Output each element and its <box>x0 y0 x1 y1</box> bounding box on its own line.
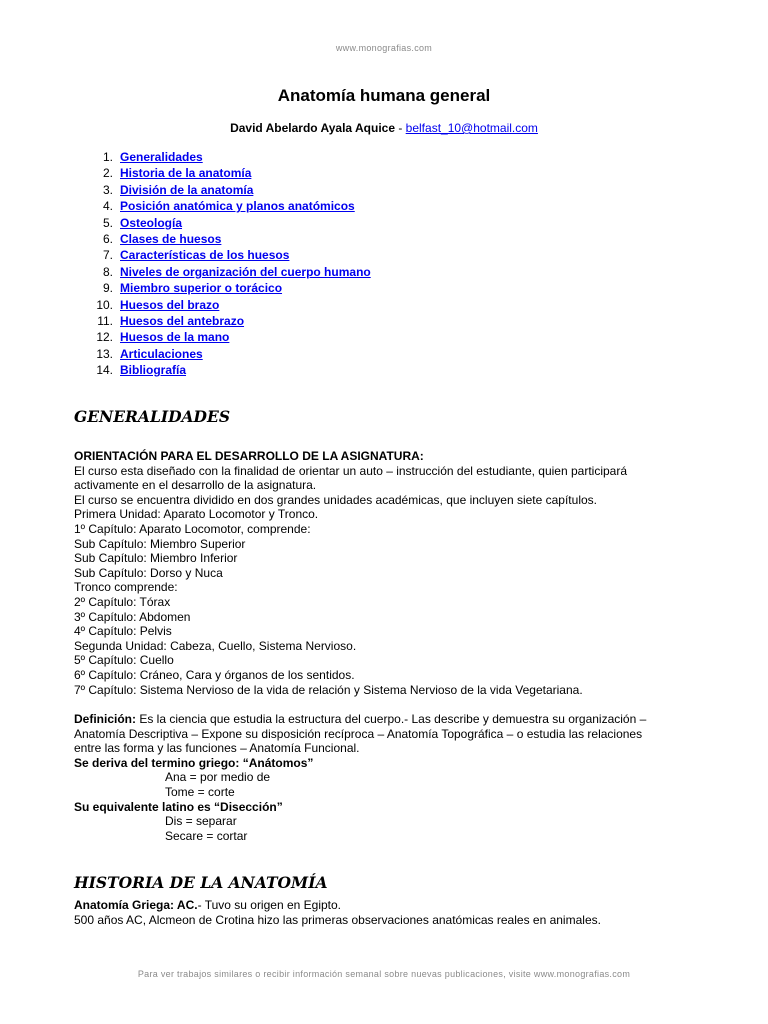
body-line: Segunda Unidad: Cabeza, Cuello, Sistema Nervioso. <box>74 638 357 653</box>
toc-number: 6. <box>102 231 113 246</box>
toc-number: 4. <box>102 199 113 214</box>
definicion-block <box>74 712 714 843</box>
toc-link-posicion[interactable]: Posición anatómica y planos anatómicos <box>120 199 355 214</box>
toc-number: 3. <box>102 182 113 197</box>
toc-number: 1. <box>102 150 113 164</box>
toc-number: 13. <box>96 346 113 361</box>
body-line: Sub Capítulo: Dorso y Nuca <box>74 565 223 580</box>
toc-number: 11. <box>97 313 113 328</box>
definition-text: Es la ciencia que estudia la estructura del cuerpo.- Las describe y demuestra su organización – <box>136 712 647 726</box>
toc-item <box>90 247 371 263</box>
body-line: Primera Unidad: Aparato Locomotor y Tronco. <box>74 507 319 522</box>
historia-body <box>74 898 714 927</box>
body-line: 6º Capítulo: Cráneo, Cara y órganos de los sentidos. <box>74 667 355 682</box>
toc-number: 8. <box>102 264 113 279</box>
toc-number: 7. <box>102 248 113 263</box>
latin-item: Dis = separar <box>165 814 237 829</box>
toc-link-division[interactable]: División de la anatomía <box>120 182 254 197</box>
anatomia-griega-label: Anatomía Griega: AC. <box>74 898 198 912</box>
toc-link-generalidades[interactable]: Generalidades <box>120 150 203 164</box>
toc-number: 9. <box>102 281 113 296</box>
body-line: Tronco comprende: <box>74 580 178 595</box>
body-line: 2º Capítulo: Tórax <box>74 594 171 609</box>
toc-item <box>90 231 371 247</box>
greek-item: Ana = por medio de <box>165 770 271 785</box>
section-heading-generalidades: GENERALIDADES <box>74 407 231 426</box>
header-url: www.monografias.com <box>335 43 433 53</box>
table-of-contents <box>90 149 371 378</box>
body-line: El curso esta diseñado con la finalidad de orientar un auto – instrucción del estudiante, quien participará <box>74 463 628 478</box>
toc-link-huesos-brazo[interactable]: Huesos del brazo <box>120 297 220 312</box>
section-heading-historia: HISTORIA DE LA ANATOMÍA <box>74 873 328 892</box>
toc-link-bibliografia[interactable]: Bibliografía <box>120 363 187 378</box>
toc-item <box>90 346 371 362</box>
toc-link-articulaciones[interactable]: Articulaciones <box>120 346 203 361</box>
anatomia-griega-text: - Tuvo su origen en Egipto. <box>197 898 341 912</box>
historia-line: 500 años AC, Alcmeon de Crotina hizo las primeras observaciones anatómicas reales en animales. <box>74 912 601 927</box>
toc-item <box>90 280 371 296</box>
body-line: 4º Capítulo: Pelvis <box>74 624 172 639</box>
author-separator: - <box>395 121 406 135</box>
body-line: 5º Capítulo: Cuello <box>74 653 174 668</box>
toc-link-caracteristicas[interactable]: Características de los huesos <box>120 248 290 263</box>
body-line: El curso se encuentra dividido en dos grandes unidades académicas, que incluyen siete capítulos. <box>74 492 597 507</box>
definition-label: Definición: <box>74 712 136 726</box>
definition-line: entre las forma y las funciones – Anatomía Funcional. <box>74 741 360 756</box>
toc-item <box>90 165 371 181</box>
latin-item: Secare = cortar <box>165 828 248 843</box>
toc-item <box>90 182 371 198</box>
subheading-orientacion: ORIENTACIÓN PARA EL DESARROLLO DE LA ASIGNATURA: <box>74 449 424 463</box>
toc-link-miembro-superior[interactable]: Miembro superior o torácico <box>120 281 283 296</box>
page-title: Anatomía humana general <box>277 86 491 105</box>
toc-link-huesos-antebrazo[interactable]: Huesos del antebrazo <box>120 313 245 328</box>
body-line: 7º Capítulo: Sistema Nervioso de la vida de relación y Sistema Nervioso de la vida Vegetariana. <box>74 682 583 697</box>
toc-item <box>90 362 371 378</box>
body-line: Sub Capítulo: Miembro Superior <box>74 536 246 551</box>
footer-text: Para ver trabajos similares o recibir información semanal sobre nuevas publicaciones, visite www.monografias.com <box>137 969 631 979</box>
toc-link-osteologia[interactable]: Osteología <box>120 215 183 230</box>
toc-item <box>90 297 371 313</box>
definition-line <box>74 712 714 727</box>
toc-number: 12. <box>96 330 113 345</box>
toc-item <box>90 149 371 165</box>
toc-item <box>90 329 371 345</box>
toc-number: 2. <box>102 166 113 181</box>
greek-item: Tome = corte <box>165 784 235 799</box>
historia-line <box>74 898 714 913</box>
latin-heading: Su equivalente latino es “Disección” <box>74 799 283 814</box>
definition-line: Anatomía Descriptiva – Expone su disposición recíproca – Anatomía Topográfica – o estudia las relaciones <box>74 726 643 741</box>
toc-item <box>90 215 371 231</box>
toc-link-clases[interactable]: Clases de huesos <box>120 231 222 246</box>
toc-item <box>90 313 371 329</box>
toc-link-niveles[interactable]: Niveles de organización del cuerpo humano <box>120 264 371 279</box>
toc-link-historia[interactable]: Historia de la anatomía <box>120 166 252 181</box>
greek-heading: Se deriva del termino griego: “Anátomos” <box>74 755 314 770</box>
author-name: David Abelardo Ayala Aquice <box>230 121 395 135</box>
toc-number: 5. <box>102 215 113 230</box>
toc-item <box>90 264 371 280</box>
body-line: activamente en el desarrollo de la asignatura. <box>74 478 317 493</box>
body-line: 3º Capítulo: Abdomen <box>74 609 191 624</box>
toc-number: 10. <box>96 297 113 312</box>
body-line: 1º Capítulo: Aparato Locomotor, comprende: <box>74 521 311 536</box>
generalidades-body <box>74 449 714 697</box>
author-line <box>0 121 768 135</box>
toc-number: 14. <box>96 363 113 378</box>
toc-item <box>90 198 371 214</box>
toc-link-huesos-mano[interactable]: Huesos de la mano <box>120 330 230 345</box>
author-email-link[interactable]: belfast_10@hotmail.com <box>405 121 538 135</box>
body-line: Sub Capítulo: Miembro Inferior <box>74 551 238 566</box>
